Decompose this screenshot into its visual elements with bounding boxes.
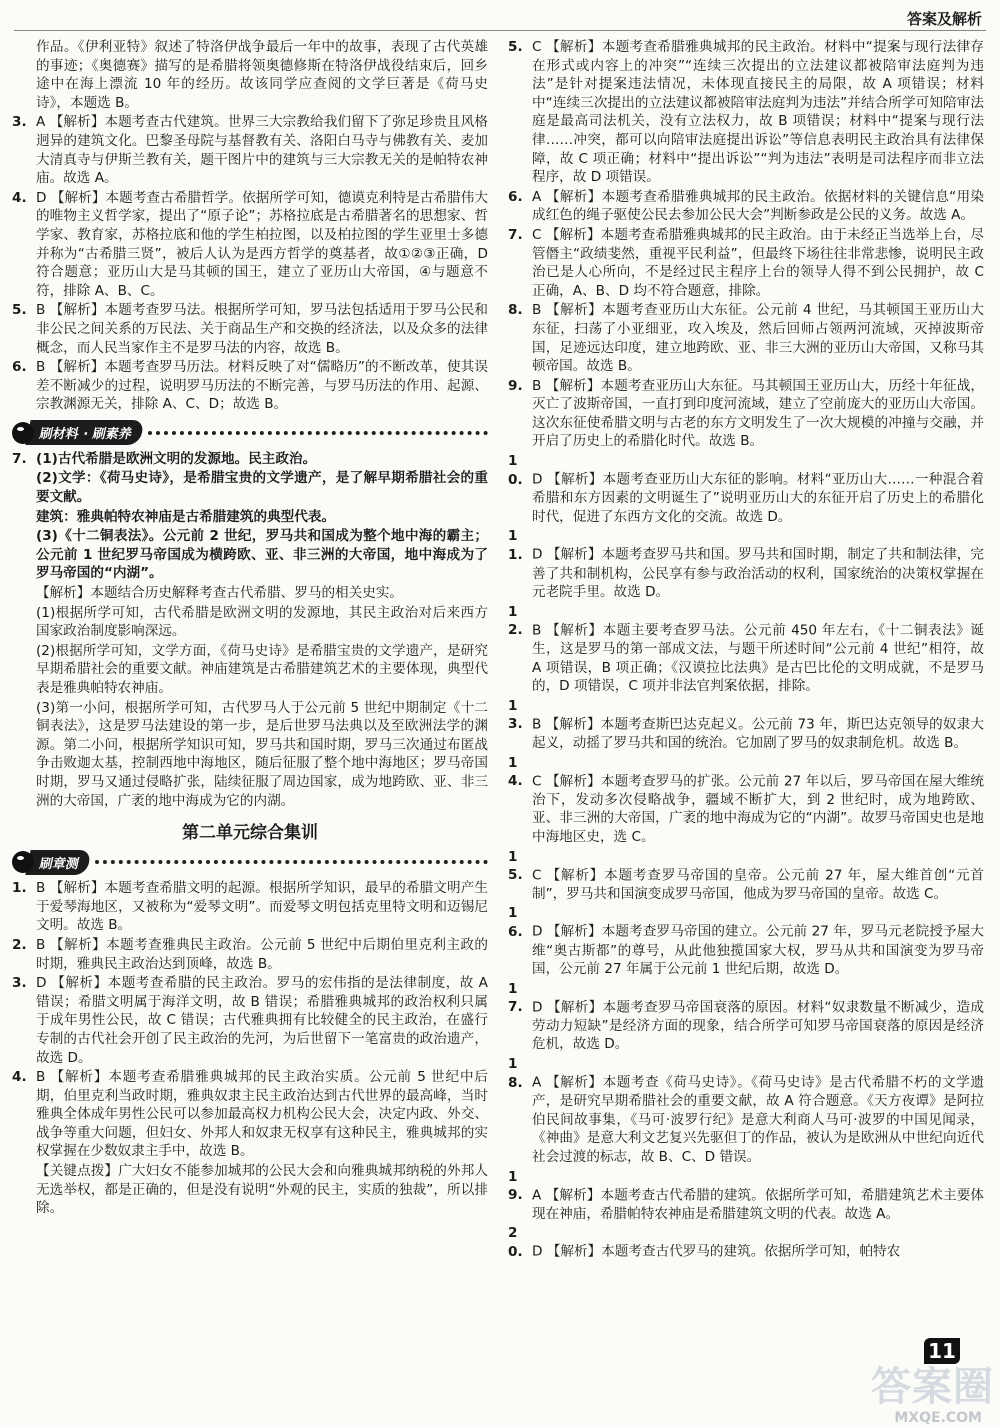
answer-text: D 【解析】本题考查古代罗马的建筑。依据所学可知，帕特农 [532,1244,901,1260]
answer-number: 13. [508,697,523,733]
section-banner-materials [12,420,488,446]
explanation-7-2: (2)根据所学可知，文学方面，《荷马史诗》是希腊宝贵的文学遗产，是研究早期希腊社会的重要文献。神庙建筑是古希腊建筑艺术的主要体现，典型代表是雅典帕特农神庙。 [36,642,488,696]
answer-text: B 【解析】本题考查亚历山大东征。公元前 4 世纪，马其顿国王亚历山大东征，扫荡了小亚细亚，攻入埃及，然后回师占领两河流域，灭掉波斯帝国，足迹远达印度，建立地跨欧、亚、非三大洲的亚历山大帝国，又称马其顿帝国。故选 B。 [532,302,984,375]
answer-number: 14. [508,754,523,790]
unit-answer-13 [508,697,984,753]
watermark-logo: 答案圈 [871,1364,994,1410]
section-title: 第二单元综合集训 [182,823,318,844]
banner-label: 刷材料 · 刷素养 [25,420,144,445]
explanation-7-1: (1)根据所学可知，古代希腊是欧洲文明的发源地，其民主政治对后来西方国家政治制度影响深远。 [36,604,488,640]
answer-number: 8. [508,302,523,319]
unit-answer-6 [508,188,984,225]
page-number: 11 [924,1338,960,1364]
answer-7-part-2: (2)文学：《荷马史诗》，是希腊宝贵的文学遗产，是了解早期希腊社会的重要文献。 [36,470,488,506]
answer-number: 1. [12,880,27,897]
answer-4 [12,189,488,301]
unit-answer-17 [508,980,984,1054]
answer-text: D 【解析】本题考查古希腊哲学。依据所学可知，德谟克利特是古希腊伟大的唯物主义哲学家，提出了“原子论”；苏格拉底是古希腊著名的思想家、哲学家、教育家，苏格拉底和他的学生柏拉图，以及柏拉图的学生亚里士多德并称为“古希腊三贤”，被后人认为是西方哲学的奠基者，故①②③正确，D 符合题意；亚历山大是马其顿的国王，建立了亚历山大帝国，④与题意不符，排除 A、B、C。 [36,189,488,299]
unit-answer-9 [508,377,984,451]
section-banner-chapter [12,849,488,875]
unit-answer-10 [508,452,984,526]
answer-number: 20. [508,1225,523,1260]
answer-number: 9. [508,377,523,394]
answer-number: 16. [508,905,523,940]
unit-answer-18 [508,1055,984,1167]
answer-text: D 【解析】本题考查罗马共和国。罗马共和国时期，制定了共和制法律，完善了共和制机构，公民享有参与政治活动的权利，国家统治的决策权掌握在元老院手里。故选 D。 [532,547,984,601]
answer-text: D 【解析】本题考查罗马帝国衰落的原因。材料“奴隶数量不断减少，造成劳动力短缺”是经济方面的现象，结合所学可知罗马帝国衰落的原因是经济危机，故选 D。 [532,999,984,1053]
watermark-url: MXQE.COM [894,1410,982,1426]
unit-answer-12 [508,603,984,696]
answer-number: 10. [508,453,523,488]
answer-text: B 【解析】本题考查雅典民主政治。公元前 5 世纪中后期伯里克利主政的时期，雅典民主政治达到顶峰，故选 B。 [36,936,488,972]
answer-number: 7. [508,226,523,243]
answer-number: 18. [508,1056,523,1091]
answer-5 [12,301,488,357]
unit-answer-20 [508,1224,984,1261]
dotted-rule [148,431,488,435]
answer-number: 11. [508,528,523,564]
answer-number: 3. [12,114,27,131]
unit-answer-16 [508,904,984,978]
key-tip: 【关键点拨】广大妇女不能参加城邦的公民大会和向雅典城邦纳税的外邦人无选举权，都是正确的，但是没有说明“外观的民主，实质的独裁”，所以排除。 [36,1163,488,1217]
answer-text: C 【解析】本题考查希腊雅典城邦的民主政治。由于未经正当选举上台，尽管僭主“政绩斐然，重视平民利益”，但最终下场往往非常悲惨，说明民主政治已是人心所向，不是经过民主程序上台的领导人得不到公民拥护，故 C 正确，A、B、D 均不符合题意，排除。 [532,226,984,299]
answer-number: 5. [508,39,523,55]
answer-text: D 【解析】本题考查亚历山大东征的影响。材料“亚历山大……一种混合着希腊和东方因素的文明诞生了”说明亚历山大的东征开启了历史上的希腊化时代，促进了东西方文化的交流。故选 D。 [532,471,984,525]
header-title: 答案及解析 [906,10,982,28]
explanation-7-3: (3)第一小问，根据所学可知，古代罗马人于公元前 5 世纪中期制定《十二铜表法》，这是罗马法建设的第一步，是后世罗马法典以及至欧洲法学的渊源。第二小问，根据所学知识可知，罗马共和国时期，罗马三次通过布匿战争击败迦太基，控制西地中海地区，随后征服了整个地中海地区；罗马帝国时期，罗马又通过侵略扩张，陆续征服了周边国家，成为地跨欧、亚、非三洲的大帝国，广袤的地中海成为它的内湖。 [36,699,488,809]
ball-icon [12,851,34,873]
answer-text: D 【解析】本题考查罗马帝国的建立。公元前 27 年，罗马元老院授予屋大维“奥古斯都”的尊号，从此他独揽国家大权，罗马从共和国演变为罗马帝国，公元前 27 年属于公元前 1 世纪后期，故选 D。 [532,923,984,978]
answer-text: C 【解析】本题考查罗马的扩张。公元前 27 年以后，罗马帝国在屋大维统治下，发动多次侵略战争，疆域不断扩大，到 2 世纪时，成为地跨欧、亚、非三洲的大帝国，广袤的地中海成为它的“内湖”。故罗马帝国史也是地中海地区史，选 C。 [532,773,984,845]
answer-text: A 【解析】本题考查《荷马史诗》。《荷马史诗》是古代希腊不朽的文学遗产，是研究早期希腊社会的重要文献，故 A 符合题意。《天方夜谭》是阿拉伯民间故事集，《马可·波罗行纪》是意大利商人马可·波罗的中国见闻录，《神曲》是意大利文艺复兴先驱但丁的作品，被认为是欧洲从中世纪向近代社会过渡的标志，故 B、C、D 错误。 [532,1074,984,1166]
answer-text: (1)古代希腊是欧洲文明的发源地。民主政治。 [36,450,317,467]
answer-6 [12,358,488,414]
answer-number: 2. [12,936,27,953]
answer-number: 4. [12,189,27,206]
answer-number: 4. [12,1069,27,1086]
answer-continuation: 作品。《伊利亚特》叙述了特洛伊战争最后一年中的故事，表现了古代英雄的事迹；《奥德赛》描写的是希腊将领奥德修斯在特洛伊战役结束后，回乡途中在海上漂流 10 年的经历。故该同学应查阅的文学巨著是《荷马史诗》，本题选 B。 [36,39,488,111]
unit-answer-4 [12,1068,488,1161]
answer-number: 12. [508,603,523,639]
answer-number: 6. [12,359,27,376]
answer-number: 19. [508,1168,523,1204]
answer-text: C 【解析】本题考查罗马帝国的皇帝。公元前 27 年，屋大维首创“元首制”，罗马共和国演变成罗马帝国，他成为罗马帝国的皇帝。故选 C。 [532,867,984,902]
unit-answer-8 [508,301,984,375]
answer-text: A 【解析】本题考查古代建筑。世界三大宗教给我们留下了弥足珍贵且风格迥异的建筑文化。巴黎圣母院与基督教有关、洛阳白马寺与佛教有关、麦加大清真寺与伊斯兰教有关，题干图片中的建筑与三大宗教无关的是帕特农神庙。故选 A。 [36,114,488,187]
answer-text: B 【解析】本题考查罗马历法。材料反映了对“儒略历”的不断改革，使其误差不断减少的过程，说明罗马历法的不断完善，与罗马历法的作用、起源、宗教渊源无关，排除 A、C、D；故选 B。 [36,359,488,413]
answer-text: A 【解析】本题考查希腊雅典城邦的民主政治。依据材料的关键信息“用染成红色的绳子驱使公民去参加公民大会”判断参政是公民的义务。故选 A。 [532,188,984,224]
answer-number: 3. [12,975,27,992]
answer-text: A 【解析】本题考查古代希腊的建筑。依据所学可知，希腊建筑艺术主要体现在神庙，希腊帕特农神庙是希腊建筑文明的代表。故选 A。 [532,1187,984,1222]
answer-number: 15. [508,848,523,884]
header-rule [14,30,986,31]
answer-number: 17. [508,980,523,1016]
unit-answer-15 [508,848,984,904]
answer-7-part-3: 建筑：雅典帕特农神庙是古希腊建筑的典型代表。 [36,508,336,525]
banner-label: 刷章测 [25,850,91,875]
left-column [12,38,488,1219]
dotted-rule [95,860,488,864]
unit-answer-11 [508,527,984,601]
answer-text: C 【解析】本题考查希腊雅典城邦的民主政治。材料中“提案与现行法律存在形式或内容上的冲突”“连续三次提出的立法建议都被陪审法庭判为违法”是针对提案违法情况，未体现直接民主的局限，故 A 项错误；材料中“连续三次提出的立法建议都被陪审法庭判为违法”并结合所学可知陪审法庭是最高司法机关，没有立法权力，故 B 项错误；材料中“提案与现行法律……冲突，都可以向陪审法庭提出诉讼”等信息表明民主政治具有法律保障，故 C 项正确；材料中“提出诉讼”“判为违法”表明是司法程序而非立法程序，故 D 项错误。 [532,39,984,186]
answer-text: D 【解析】本题考查希腊的民主政治。罗马的宏伟指的是法律制度，故 A 错误；希腊文明属于海洋文明，故 B 错误；希腊雅典城邦的政治权利只属于成年男性公民，故 C 错误；古代雅典拥有比较健全的民主政治，在盛行专制的古代社会开创了民主政治的先河，为后世留下一笔富贵的政治遗产，故选 D。 [36,975,488,1066]
answer-number: 5. [12,302,27,319]
answer-text: B 【解析】本题考查斯巴达克起义。公元前 73 年，斯巴达克领导的奴隶大起义，动摇了罗马共和国的统治。它加剧了罗马的奴隶制危机。故选 B。 [532,716,984,751]
ball-icon [12,422,34,444]
unit-answer-2 [12,936,488,973]
unit-answer-14 [508,754,984,847]
answer-text: B 【解析】本题主要考查罗马法。公元前 450 年左右，《十二铜表法》诞生，这是罗马的第一部成文法，与题干所述时间“公元前 4 世纪”相符，故 A 项错误，B 项正确；《汉谟拉比法典》是古巴比伦的文明成就，不是罗马的，D 项错误，C 项并非法官判案依据，排除。 [532,622,984,695]
explanation-7-intro: 【解析】本题结合历史解释考查古代希腊、罗马的相关史实。 [36,585,404,602]
unit-answer-19 [508,1168,984,1224]
unit-answer-5 [508,38,984,187]
unit-answer-7 [508,226,984,300]
answer-text: B 【解析】本题考查希腊文明的起源。根据所学知识，最早的希腊文明产生于爱琴海地区，又被称为“爱琴文明”。而爱琴文明包括克里特文明和迈锡尼文明。故选 B。 [36,880,488,934]
answer-number: 6. [508,188,523,205]
unit-answer-1 [12,879,488,935]
right-column [508,38,984,1263]
answer-7-part-1 [12,450,488,469]
answer-text: B 【解析】本题考查罗马法。根据所学可知，罗马法包括适用于罗马公民和非公民之间关系的万民法、关于商品生产和交换的经济法，以及众多的法律概念，而人民当家作主不是罗马法的内容，故选 B。 [36,302,488,356]
unit-answer-3 [12,974,488,1067]
answer-text: B 【解析】本题考查希腊雅典城邦的民主政治实质。公元前 5 世纪中后期，伯里克利当政时期，雅典奴隶主民主政治达到古代世界的最高峰，当时雅典全体成年男性公民可以参加最高权力机构公民大会，决定内政、外交、战争等重大问题，但妇女、外邦人和奴隶无权享有这种民主，雅典城邦的实权掌握在少数奴隶主手中，故选 B。 [36,1069,488,1160]
answer-3 [12,113,488,187]
answer-text: B 【解析】本题考查亚历山大东征。马其顿国王亚历山大，历经十年征战，灭亡了波斯帝国，一直打到印度河流域，建立了空前庞大的亚历山大帝国。这次东征使希腊文明与古老的东方文明发生了一次大规模的冲撞与交融，并开启了历史上的希腊化时代。故选 B。 [532,377,984,450]
answer-number: 7. [12,450,27,467]
answer-7-part-4: (3)《十二铜表法》。公元前 2 世纪，罗马共和国成为整个地中海的霸主；公元前 1 世纪罗马帝国成为横跨欧、亚、非三洲的大帝国，地中海成为了罗马帝国的“内湖”。 [36,528,488,582]
